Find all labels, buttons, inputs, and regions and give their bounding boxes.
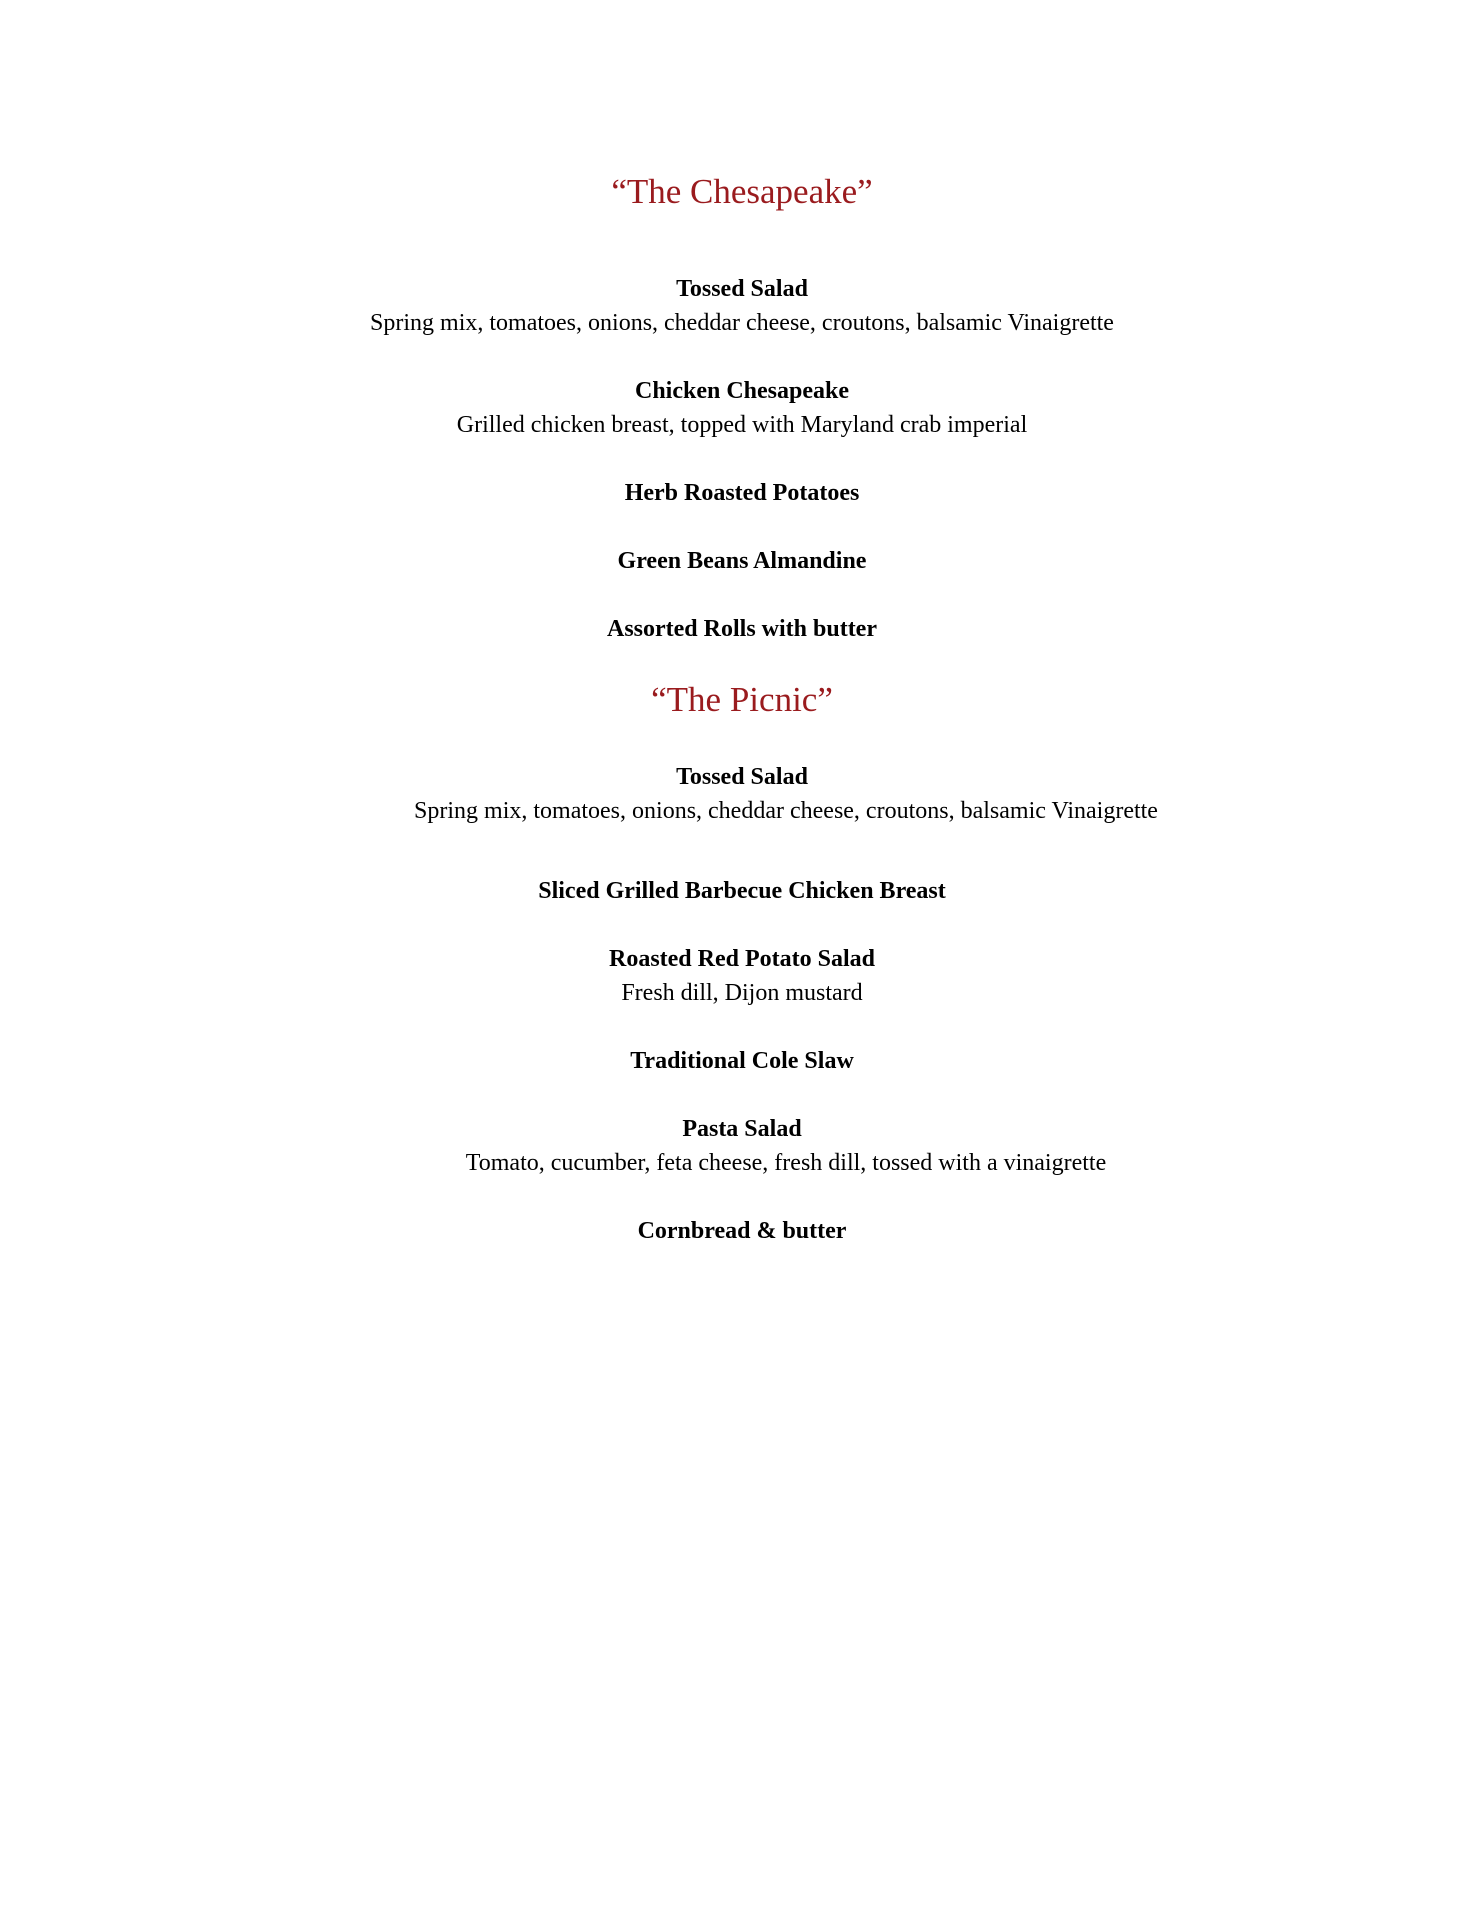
menu-item-name: Chicken Chesapeake (634, 378, 850, 404)
menu-item-name: Sliced Grilled Barbecue Chicken Breast (538, 878, 946, 904)
menu-item (0, 272, 1484, 340)
menu-item (0, 374, 1484, 442)
menu-section (0, 680, 1484, 1248)
menu-item-description: Spring mix, tomatoes, onions, cheddar cheese, croutons, balsamic Vinaigrette (370, 310, 1114, 336)
menu-item-name: Cornbread & butter (637, 1218, 847, 1244)
menu-item (0, 476, 1484, 510)
menu-item (0, 1112, 1484, 1180)
menu-section-title: “The Picnic” (651, 680, 833, 719)
menu-section-title: “The Chesapeake” (611, 172, 873, 211)
menu-item-description: Fresh dill, Dijon mustard (621, 980, 863, 1006)
menu-item (0, 544, 1484, 578)
menu-item-description: Tomato, cucumber, feta cheese, fresh dill, tossed with a vinaigrette (465, 1150, 1107, 1176)
menu-item-description: Grilled chicken breast, topped with Maryland crab imperial (456, 412, 1028, 438)
menu-item (0, 612, 1484, 646)
menu-item-name: Green Beans Almandine (617, 548, 867, 574)
menu-item (0, 1044, 1484, 1078)
menu-item (0, 1214, 1484, 1248)
menu-item-name: Tossed Salad (676, 276, 808, 302)
menu-item-name: Traditional Cole Slaw (630, 1048, 854, 1074)
menu-item-name: Pasta Salad (682, 1116, 802, 1142)
menu-item-name: Assorted Rolls with butter (607, 616, 877, 642)
menu-item-name: Roasted Red Potato Salad (608, 946, 875, 972)
menu-item (0, 760, 1484, 828)
menu-section (0, 172, 1484, 646)
menu-item (0, 874, 1484, 908)
menu-item-name: Herb Roasted Potatoes (624, 480, 860, 506)
menu-item-description: Spring mix, tomatoes, onions, cheddar cheese, croutons, balsamic Vinaigrette (414, 798, 1158, 824)
menu-item-name: Tossed Salad (676, 764, 808, 790)
menu-item (0, 942, 1484, 1010)
